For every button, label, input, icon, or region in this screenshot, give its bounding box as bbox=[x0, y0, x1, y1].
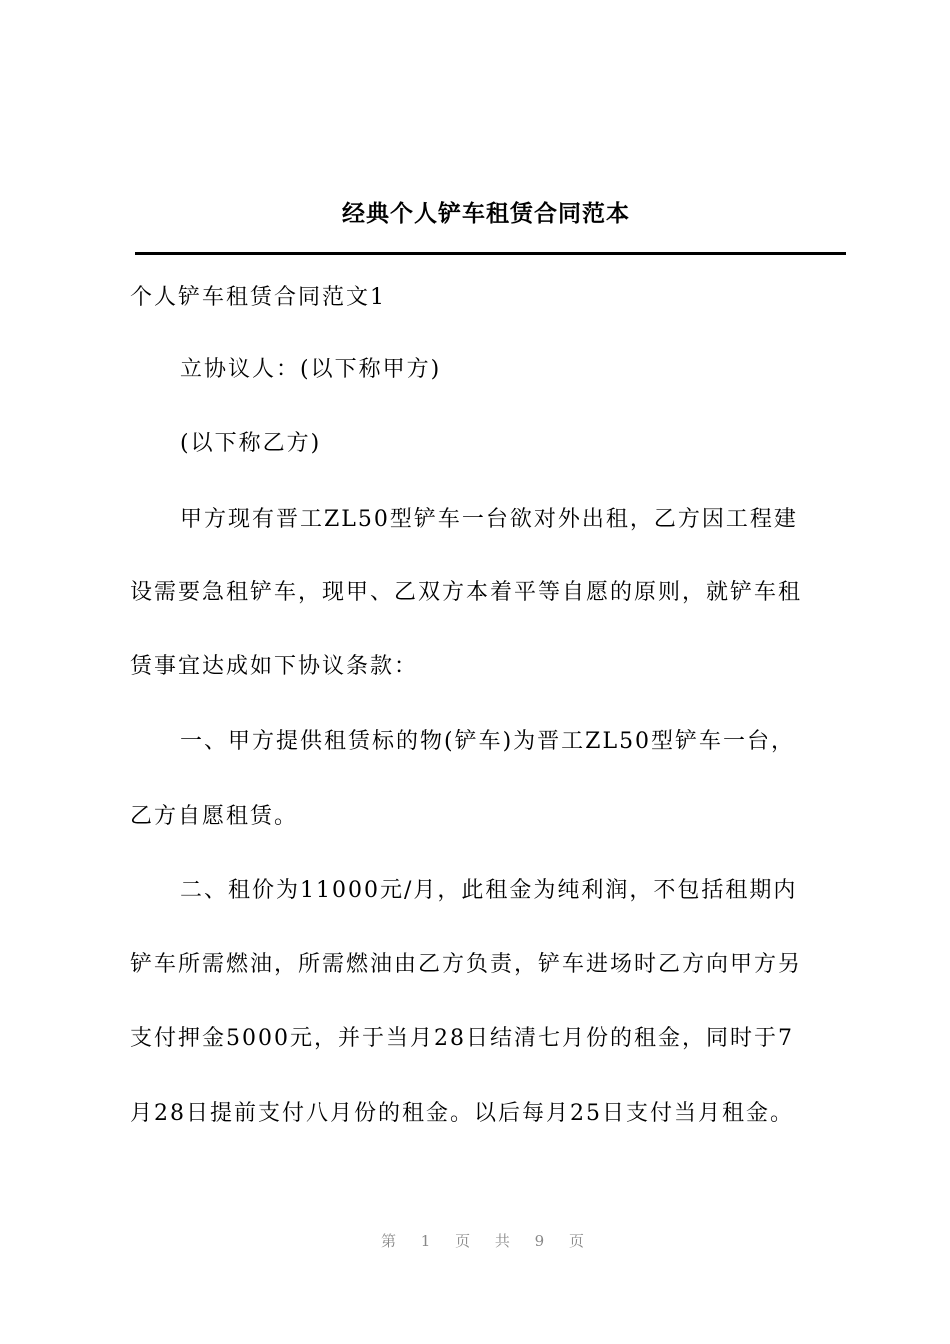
paragraph-line: 一、甲方提供租赁标的物(铲车)为晋工ZL50型铲车一台， bbox=[180, 729, 796, 754]
paragraph-line: 月28日提前支付八月份的租金。以后每月25日支付当月租金。 bbox=[130, 1101, 794, 1126]
party-a-line: 立协议人：(以下称甲方) bbox=[180, 357, 442, 382]
title-underline bbox=[135, 252, 846, 255]
party-b-line: (以下称乙方) bbox=[180, 431, 322, 456]
document-title: 经典个人铲车租赁合同范本 bbox=[342, 200, 630, 227]
page-number: 第 1 页 共 9 页 bbox=[381, 1232, 594, 1250]
paragraph-line: 甲方现有晋工ZL50型铲车一台欲对外出租，乙方因工程建 bbox=[180, 507, 798, 532]
paragraph-line: 设需要急租铲车，现甲、乙双方本着平等自愿的原则，就铲车租 bbox=[130, 580, 803, 605]
paragraph-line: 乙方自愿租赁。 bbox=[130, 804, 299, 829]
paragraph-line: 二、租价为11000元/月，此租金为纯利润，不包括租期内 bbox=[180, 878, 798, 903]
paragraph-line: 支付押金5000元，并于当月28日结清七月份的租金，同时于7 bbox=[130, 1026, 794, 1051]
paragraph-line: 铲车所需燃油，所需燃油由乙方负责，铲车进场时乙方向甲方另 bbox=[130, 952, 803, 977]
paragraph-line: 赁事宜达成如下协议条款： bbox=[130, 654, 419, 679]
section-heading: 个人铲车租赁合同范文1 bbox=[130, 285, 386, 310]
